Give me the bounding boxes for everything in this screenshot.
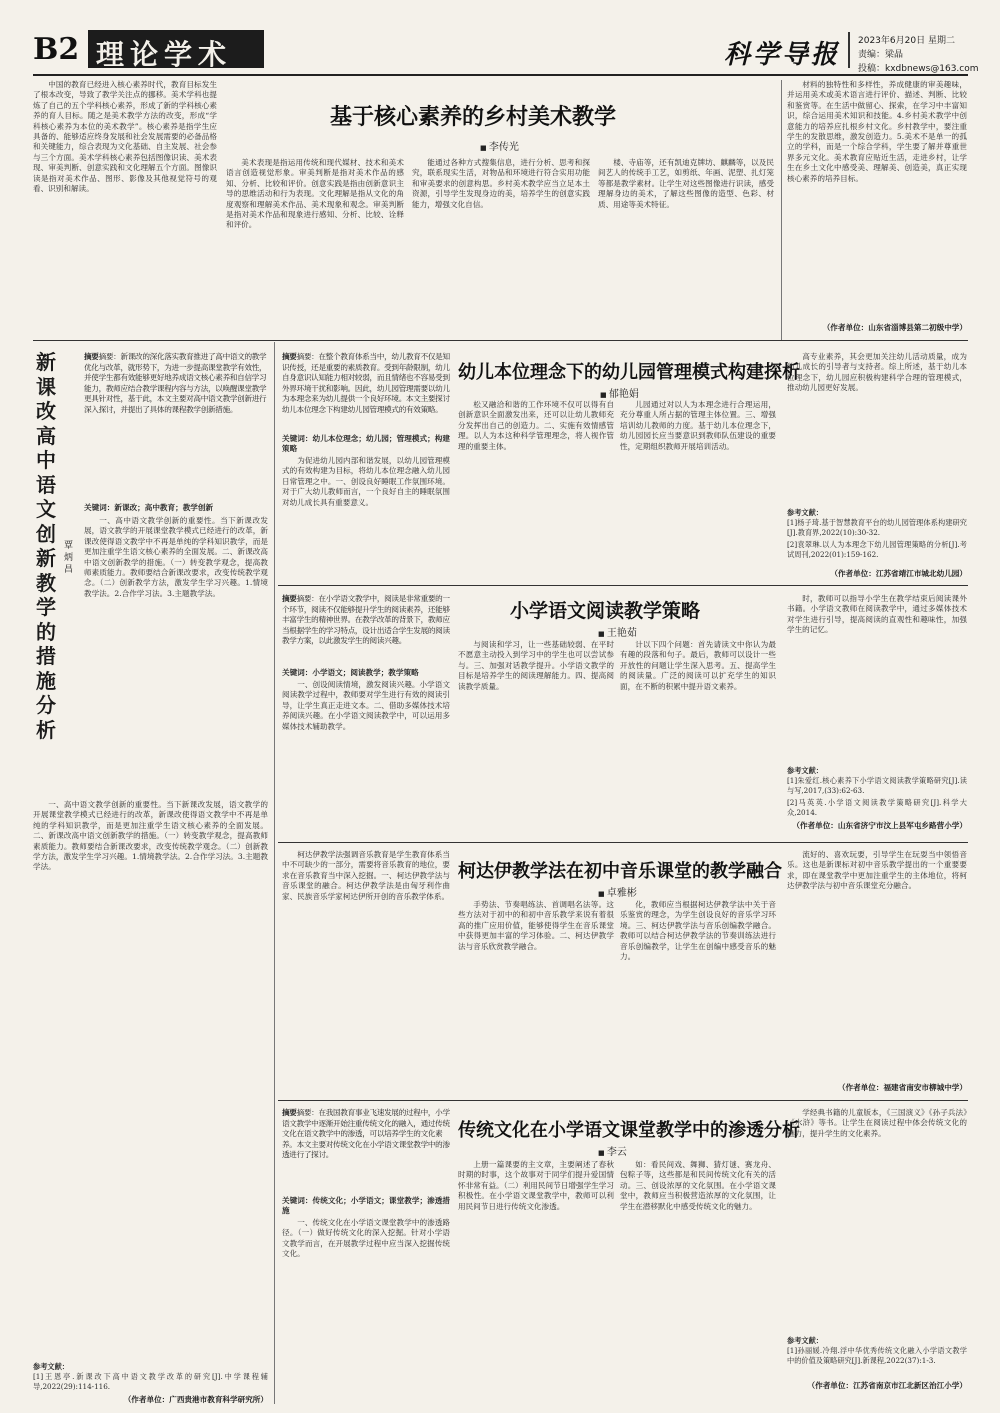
- email-line: 投稿：kxdbnews@163.com: [858, 64, 979, 74]
- a2-title-char: 高: [36, 423, 56, 448]
- a1-col2: 美术表现是指运用传统和现代媒材、技术和美术语言创造视觉形象。审美判断是指对美术作品的感知、分析、比较和评价。创意实践是指由创新意识主导的思维活动和行为表现。文化理解是指从文化的角度观察和理解美术作品、美术现象和观念。审美判断是指对美术作品和现象进行感知、分析、比较、诠释和评价。: [226, 158, 404, 230]
- a2-title-char: 析: [36, 717, 56, 742]
- a2-title-char: 改: [36, 399, 56, 423]
- a2-title-char: 施: [36, 668, 56, 693]
- a3-abstract: 摘要摘要：在整个教育体系当中，幼儿教育不仅是知识传授，还是重要的素质教育。受到年龄限制，幼儿自身意识认知能力相对较弱，而且情绪也不容易受到外界环境干扰和影响。因此，幼儿园管理需要以幼儿为本理念来为幼儿提供一个良好环境。本文主要探讨幼儿本位理念下构建幼儿园管理模式的有效策略。: [282, 352, 450, 414]
- a4-col2: 与阅读和学习，让一些基础较弱、在平时不愿意主动投入到学习中的学生也可以尝试参与。三、加强对话教学提升。小学语文教学的目标是培养学生的阅读理解能力。四、提高阅读教学质量。: [458, 640, 614, 691]
- masthead-divider: [848, 32, 850, 68]
- masthead-logo: 科学导报: [724, 40, 841, 70]
- a4-keywords: 关键词：小学语文；阅读教学；教学策略: [282, 668, 419, 677]
- date-line: 2023年6月20日 星期二: [858, 36, 955, 46]
- a6-col4: 学经典书籍的儿童版本，《三国演义》《孙子兵法》《水浒》等书。让学生在阅读过程中体会传统文化的魅力，提升学生的文化素养。: [787, 1108, 967, 1138]
- a4-unit: （作者单位：山东省济宁市汶上县军屯乡路营小学）: [792, 821, 967, 830]
- a1-unit: （作者单位：山东省淄博县第二初级中学）: [822, 323, 967, 332]
- a3-unit: （作者单位：江苏省靖江市城北幼儿园）: [830, 569, 967, 578]
- a4-col1: 一、创设阅读情境，激发阅读兴趣。小学语文阅读教学过程中，教师要对学生进行有效的阅读引导，让学生真正走进文本。二、借助多媒体技术培养阅读兴趣。在小学语文阅读教学中，可以运用多媒体技术辅助教学。: [282, 680, 450, 731]
- a6-author: ■ 李云: [598, 1143, 627, 1158]
- a3-ref2: [2]袁翠琳.以人为本理念下幼儿园管理策略的分析[J].考试周刊,2022(01):159-162.: [787, 540, 967, 559]
- a2-title-char: 新: [36, 546, 56, 570]
- a3-refs-head: 参考文献：: [787, 508, 823, 517]
- a6-col2: 上册一篇课要的主文章，主要阐述了春秋时期的时事，这个故事对于同学们提升爱国情怀非常有益。（二）利用民间节日增强学生学习积极性。在小学语文课堂教学中，教师可以利用民间节日进行传统文化渗透。: [458, 1160, 614, 1211]
- a1-col4: 楼、寺庙等，还有凯迪克牌坊、麒麟等，以及民间艺人的传统手工艺，如剪纸、年画、泥塑、扎灯笼等都是教学素材。让学生对这些图像进行识读，感受理解身边的美术，了解这些图像的造型、色彩、材质、用途等美术特征。: [598, 158, 774, 209]
- a4-abstract: 摘要摘要：在小学语文教学中，阅读是非常重要的一个环节，阅读不仅能够提升学生的阅读素养，还能够丰富学生的精神世界。在教学改革的背景下，教师应当根据学生的学习特点，设计出适合学生发展的阅读教学方案，以此激发学生的阅读兴趣。: [282, 594, 450, 646]
- a2-body-bottom: 一、高中语文教学创新的重要性。当下新课改发展，语文教学的开展课堂教学模式已经进行的改革，新课改使得语文教学中不再是单纯的学科知识教学，而是更加注重学生语文核心素养的全面发展。二、新课改高中语文创新教学的措施。（一）转变教学观念，提高教师素质能力。教师要结合新课改要求，改变传统教学观念。（二）创新教学方法，激发学生学习兴趣。1.情境教学法。2.合作学习法。3.主题教学法。: [33, 800, 268, 872]
- a1-right-divider: [781, 80, 782, 340]
- a2-abstract: 摘要摘要：新课改的深化落实教育推进了高中语文的教学优化与改革，就形势下，为进一步提高课堂教学有效性，并使学生都有效能够更好地养成语文核心素养和自信学习能力，教师应结合教学课程内容与方法，以唤醒课堂教学更具针对性，基于此，本文主要对高中语文教学创新进行深入探讨，并提出了具体的课程教学创新措施。: [84, 352, 267, 414]
- a3-keywords: 关键词：幼儿本位理念；幼儿园；管理模式；构建策略: [282, 434, 450, 454]
- a3-col4: 高专业素养，其会更加关注幼儿活动质量，成为幼儿成长的引导者与支持者。综上所述，基于幼儿本位理念下，幼儿园应积极构建科学合理的管理模式，推动幼儿园更好发展。: [787, 352, 967, 393]
- a6-col3: 如：看民间戏、舞狮、猜灯谜、赛龙舟、包粽子等，这些都是和民间传统文化有关的活动。三、创设浓厚的文化氛围。在小学语文课堂中，教师应当积极营造浓厚的文化氛围，让学生在潜移默化中感受传统文化的魅力。: [620, 1160, 776, 1211]
- a2-author: 覃炳昌: [64, 541, 74, 575]
- a1-author: ■ 李传光: [480, 138, 519, 153]
- a5-unit: （作者单位：福建省南安市柳城中学）: [837, 1083, 967, 1092]
- editor-line: 责编：梁晶: [858, 50, 904, 60]
- a1-title: 基于核心素养的乡村美术教学: [330, 105, 617, 130]
- a2-title-char: 语: [36, 472, 56, 497]
- a4-ref2: [2]马英英.小学语文阅读教学策略研究[J].科学大众,2014.: [787, 798, 967, 817]
- a4-ref1: [1]朱爱红.核心素养下小学语文阅读教学策略研究[J].读与写,2017,(33):62-63.: [787, 776, 967, 795]
- a4-refs-head: 参考文献：: [787, 766, 823, 775]
- a1-col3: 能通过各种方式搜集信息，进行分析、思考和探究，联系现实生活，对物品和环境进行符合实用功能和审美要求的创意构思。乡村美术教学应当立足本土资源，引导学生发现身边的美，培养学生的创意实践能力，增强文化自信。: [412, 158, 590, 209]
- a5-col4: 流好的、喜欢玩要，引导学生在玩耍当中领悟音乐。这也是新课标对初中音乐教学提出的一个重要要求，即在课堂教学中更加注重学生的主体地位，将柯达伊教学法与初中音乐课堂充分融合。: [787, 850, 967, 891]
- a2-title-char: 分: [36, 693, 56, 717]
- a4-col3: 计以下四个问题：首先请读文中你认为最有趣的段落和句子。最后，教师可以设计一些开放性的问题让学生深入思考。五、提高学生的阅读量。广泛的阅读可以扩充学生的知识面，在不断的积累中提升语文素养。: [620, 640, 776, 691]
- a6-title: 传统文化在小学语文课堂教学中的渗透分析: [458, 1120, 800, 1141]
- a4-title: 小学语文阅读教学策略: [510, 600, 701, 622]
- a6-col1: 一、传统文化在小学语文课堂教学中的渗透路径。（一）做好传统文化的深入挖掘。针对小学语文教学而言，在开展教学过程中应当深入挖掘传统文化。: [282, 1218, 450, 1259]
- a2-keywords: 关键词：新课改；高中教育；教学创新: [84, 503, 214, 512]
- a2-body-top: 一、高中语文教学创新的重要性。当下新课改发展，语文教学的开展课堂教学模式已经进行的改革，新课改使得语文教学中不再是单纯的学科知识教学，而是更加注重学生语文核心素养的全面发展。二、新课改高中语文创新教学的措施。（一）转变教学观念，提高教师素质能力。教师要结合新课改要求，改变传统教学观念。（二）创新教学方法，激发学生学习兴趣。1.情境教学法。2.合作学习法。3.主题教学法。: [84, 516, 268, 598]
- a2-ref1: [1]王恩亭.新课改下高中语文教学改革的研究[J].中学课程辅导,2022(29):114-116.: [33, 1372, 268, 1391]
- rule-1: [33, 340, 968, 341]
- a3-col2: 松又融洽和谐的工作环境不仅可以得有自创新意识全面激发出来，还可以让幼儿教师充分发挥出自己的创造力。二、实施有效情感管理。以人为本这种科学管理理念，将人视作管理的重要主体。: [458, 400, 614, 451]
- a2-title-char: 文: [36, 497, 56, 521]
- a3-author: ■ 郁艳娟: [600, 385, 639, 400]
- rule-3: [278, 842, 968, 843]
- a5-col1: 柯达伊教学法强调音乐教育是学生教育体系当中不可缺少的一部分，需要将音乐教育的地位，要求在音乐教育当中深入挖掘。一、柯达伊教学法与音乐课堂的融合。柯达伊教学法是由匈牙利作曲家、民族音乐学家柯达伊所开创的音乐教学体系。: [282, 850, 450, 901]
- a2-refs-head: 参考文献：: [33, 1362, 69, 1371]
- rule-4: [278, 1100, 968, 1101]
- section-name: 理论学术: [96, 38, 233, 71]
- a6-keywords: 关键词：传统文化；小学语文；课堂教学；渗透措施: [282, 1196, 450, 1216]
- a2-title-char: 新: [36, 350, 56, 374]
- a2-title-char: 课: [36, 374, 56, 399]
- a3-col3: 儿园通过对以人为本理念进行合理运用，充分尊重人所占据的管理主体位置。三、增强培训幼儿教师的力度。基于幼儿本位理念下，幼儿园园长应当要意识到教师队伍建设的重要性，定期组织教师开展培训活动。: [620, 400, 776, 451]
- a6-ref1: [1]孙丽媛.冷翔.浮中华优秀传统文化融入小学语文教学中的价值及策略研究[J].新课程,2022(37):1-3.: [787, 1346, 967, 1365]
- page-header: [0, 0, 1000, 78]
- a6-refs-head: 参考文献：: [787, 1336, 823, 1345]
- a2-vertical-title: [33, 350, 59, 742]
- a5-col3: 化，教师应当根据柯达伊教学法中关于音乐鉴赏的理念，为学生创设良好的音乐学习环境。三、柯达伊教学法与音乐创编教学融合。教师可以结合柯达伊教学法的节奏训练法进行音乐创编教学，让学生在创编中感受音乐的魅力。: [620, 900, 776, 962]
- a2-title-char: 学: [36, 595, 56, 619]
- page-code: B2: [33, 32, 80, 67]
- a2-title-char: 的: [36, 619, 56, 644]
- a5-title: 柯达伊教学法在初中音乐课堂的教学融合: [458, 861, 782, 882]
- a2-title-char: 创: [36, 521, 56, 546]
- a3-col1: 为促进幼儿园内部和谐发展，以幼儿园管理模式的有效构建为目标，将幼儿本位理念融入幼儿园日常管理之中。一、创设良好睡眠工作氛围环境。对于广大幼儿教师而言，一个良好自主的睡眠氛围对幼儿成长具有重要意义。: [282, 456, 450, 507]
- a6-unit: （作者单位：江苏省南京市江北新区治江小学）: [807, 1381, 967, 1390]
- rule-2: [278, 585, 968, 586]
- a1-col1: 中国的教育已经进入核心素养时代，教育目标发生了根本改变，导致了教学关注点的挪移。美术学科也提炼了自己的五个学科核心素养，形成了新的学科核心素养的育人目标。随之是美术教学方法的改变，形成“学科核心素养为本位的美术教学”。核心素养是指学生应具备的、能够适应终身发展和社会发展需要的必备品格和关键能力，综合表现为文化基础、自主发展、社会参与三个方面。美术学科核心素养包括图像识读、美术表现、审美判断、创意实践和文化理解五个方面。图像识读是指对美术作品、图形、影像及其他视觉符号的观看、识别和解读。: [33, 80, 217, 194]
- a6-abstract: 摘要摘要：在我国教育事业飞速发展的过程中，小学语文教学中逐渐开始注重传统文化的融入，通过传统文化在语文教学中的渗透，可以培养学生的文化素养。本文主要对传统文化在小学语文课堂教学中的渗透进行了探讨。: [282, 1108, 450, 1160]
- header-rule: [33, 74, 968, 76]
- a2-divider: [274, 342, 275, 1404]
- a2-title-char: 措: [36, 644, 56, 668]
- a2-unit: （作者单位：广西贵港市教育科学研究所）: [123, 1395, 268, 1404]
- a1-right-col: 材料的独特性和多样性，养成健康的审美趣味，并运用美术或美术语言进行评价、描述、判断、比较和鉴赏等。在生活中做留心、探索，在学习中丰富知识，综合运用美术知识和技能。4.乡村美术教学中创意能力的培养应扎根乡村文化。乡村教学中，要注重学生的发散思维，激发创造力。5.美术不是单一的孤立的学科，而是一个综合学科，学生要了解并尊重世界多元文化。美术教育应贴近生活，走进乡村，让学生在乡土文化中感受美、理解美、创造美，真正实现核心素养的培养目标。: [787, 80, 967, 183]
- a4-col4: 时，教师可以指导小学生在教学结束后阅读课外书籍。小学语文教师在阅读教学中，通过多媒体技术对学生进行引导，提高阅读的直观性和趣味性，加强学生的记忆。: [787, 594, 967, 635]
- a5-col2: 手势法、节奏唱练法、首调唱名法等。这些方法对于初中的和初中音乐教学来说有着很高的推广应用价值，能够使得学生在音乐课堂中获得更加丰富的学习体验。二、柯达伊教学法与音乐欣赏教学融合。: [458, 900, 614, 951]
- a3-title: 幼儿本位理念下的幼儿园管理模式构建探析: [458, 362, 800, 383]
- a2-title-char: 教: [36, 570, 56, 595]
- a5-author: ■ 卓雅彬: [598, 884, 637, 899]
- a3-ref1: [1]杨子琦.基于智慧教育平台的幼儿园管理体系构建研究[J].教育界,2022(10):30-32.: [787, 518, 967, 537]
- a4-author: ■ 王艳茹: [598, 624, 637, 639]
- a2-title-char: 中: [36, 448, 56, 472]
